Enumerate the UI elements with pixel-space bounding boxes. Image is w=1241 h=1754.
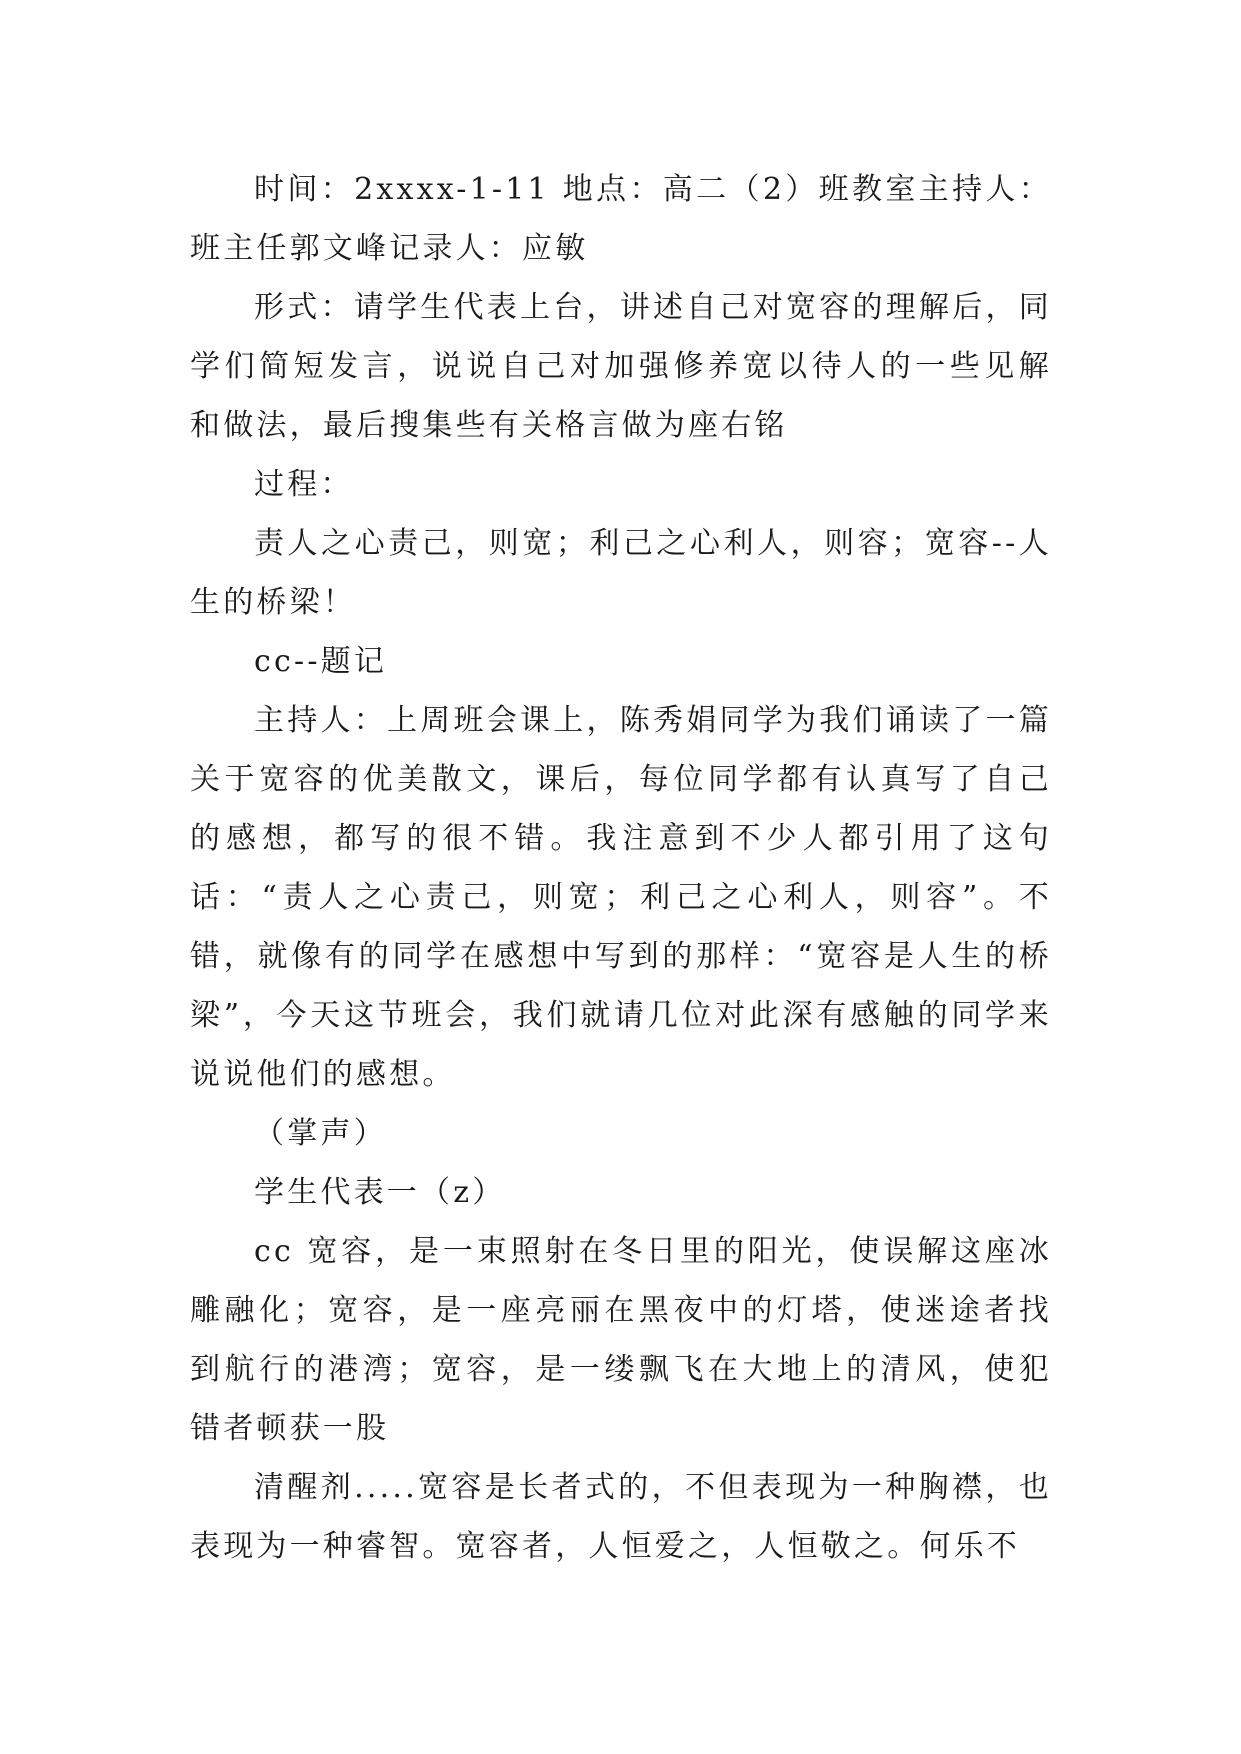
epigraph-attribution: cc--题记 [254, 644, 388, 679]
student-representative-heading: 学生代表一（z） [254, 1175, 506, 1210]
process-heading: 过程： [254, 467, 354, 502]
student-speech-paragraph-2: 清醒剂.....宽容是长者式的，不但表现为一种胸襟，也表现为一种睿智。宽容者，人恒爱之，人恒敬之。何乐不 [190, 1470, 1052, 1564]
student-speech-paragraph-1: cc 宽容，是一束照射在冬日里的阳光，使误解这座冰雕融化；宽容，是一座亮丽在黑夜中的灯塔，使迷途者找到航行的港湾；宽容，是一缕飘飞在大地上的清风，使犯错者顿获一股 [190, 1234, 1052, 1446]
document-body [190, 160, 1052, 1576]
epigraph-paragraph: 责人之心责己，则宽；利己之心利人，则容；宽容--人生的桥梁！ [190, 526, 1052, 620]
format-paragraph: 形式：请学生代表上台，讲述自己对宽容的理解后，同学们简短发言，说说自己对加强修养宽以待人的一些见解和做法，最后搜集些有关格言做为座右铭 [190, 290, 1052, 443]
applause-note: （掌声） [254, 1116, 387, 1151]
host-speech-paragraph: 主持人：上周班会课上，陈秀娟同学为我们诵读了一篇关于宽容的优美散文，课后，每位同学都有认真写了自己的感想，都写的很不错。我注意到不少人都引用了这句话：“责人之心责己，则宽；利己之心利人，则容”。不错，就像有的同学在感想中写到的那样：“宽容是人生的桥梁”，今天这节班会，我们就请几位对此深有感触的同学来说说他们的感想。 [190, 703, 1052, 1092]
meeting-info-paragraph: 时间：2xxxx-1-11 地点：高二（2）班教室主持人：班主任郭文峰记录人：应敏 [190, 172, 1052, 266]
